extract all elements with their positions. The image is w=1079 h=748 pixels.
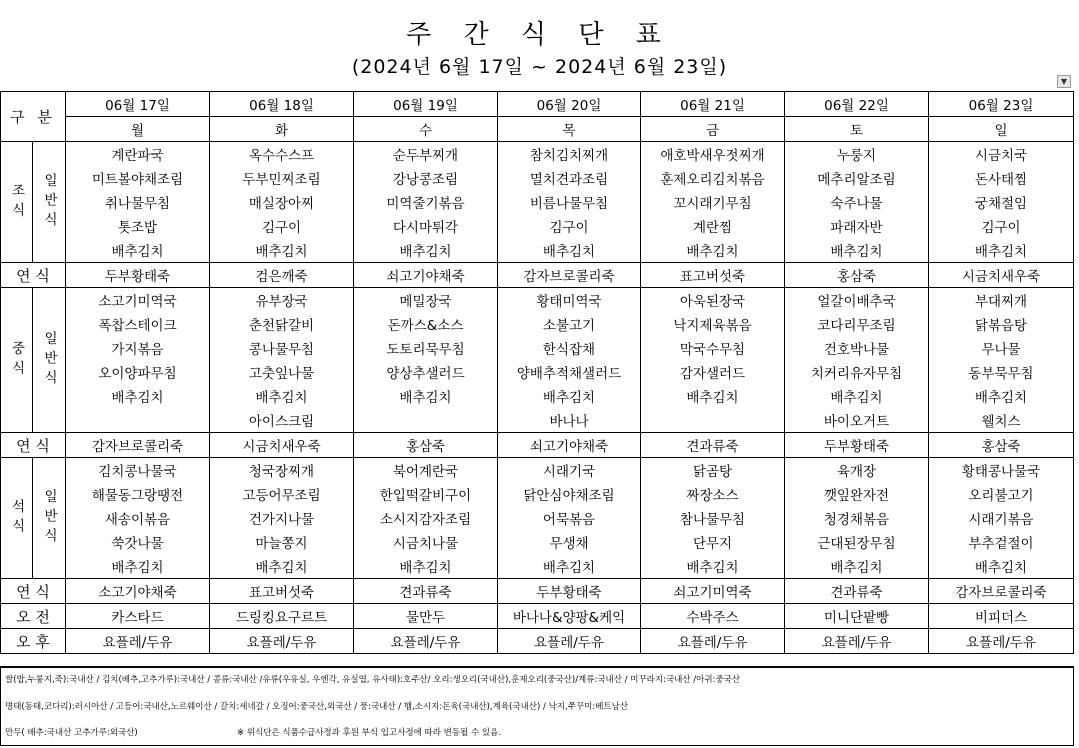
menu-item: 소고기미역국 (66, 288, 210, 313)
menu-item: 가지볶음 (66, 336, 210, 360)
soft-food-item: 표고버섯죽 (210, 579, 354, 604)
menu-item: 코다리무조림 (785, 312, 929, 336)
weekday-header: 화 (210, 117, 354, 142)
menu-item: 고춧잎나물 (210, 360, 354, 384)
menu-item (354, 408, 498, 433)
date-header: 06월 18일 (210, 92, 354, 117)
menu-item: 파래자반 (785, 214, 929, 238)
snack-item: 바나나&양팡&케익 (498, 604, 641, 629)
soft-food-item: 견과류죽 (354, 579, 498, 604)
menu-item: 애호박새우젓찌개 (641, 142, 785, 167)
menu-item: 비름나물무침 (498, 190, 641, 214)
menu-item: 참치김치찌개 (498, 142, 641, 167)
menu-item: 바이오거트 (785, 408, 929, 433)
menu-item: 황태미역국 (498, 288, 641, 313)
menu-item: 배추김치 (354, 238, 498, 263)
soft-food-item: 두부황태죽 (66, 263, 210, 288)
menu-item: 배추김치 (66, 238, 210, 263)
menu-item: 낙지제육볶음 (641, 312, 785, 336)
menu-item: 오리불고기 (929, 482, 1074, 506)
menu-item: 양상추샐러드 (354, 360, 498, 384)
meal-label-breakfast: 조식 (8, 182, 25, 222)
menu-item: 콩나물무침 (210, 336, 354, 360)
menu-item: 폭찹스테이크 (66, 312, 210, 336)
soft-food-item: 표고버섯죽 (641, 263, 785, 288)
menu-item: 옥수수스프 (210, 142, 354, 167)
menu-item: 계란파국 (66, 142, 210, 167)
menu-item: 배추김치 (929, 554, 1074, 579)
weekday-header: 월 (66, 117, 210, 142)
menu-item: 시래기볶음 (929, 506, 1074, 530)
soft-food-item: 견과류죽 (785, 579, 929, 604)
soft-food-item: 감자브로콜리죽 (66, 433, 210, 458)
date-header: 06월 17일 (66, 92, 210, 117)
snack-item: 드링킹요구르트 (210, 604, 354, 629)
meal-label (1, 288, 33, 433)
am_snack-label: 오 전 (1, 604, 66, 629)
menu-item: 다시마튀각 (354, 214, 498, 238)
weekday-header: 토 (785, 117, 929, 142)
menu-item: 무나물 (929, 336, 1074, 360)
menu-item: 건가지나물 (210, 506, 354, 530)
menu-item: 북어계란국 (354, 458, 498, 483)
menu-item: 돈까스&소스 (354, 312, 498, 336)
origin-note-3: 만두( 배추:국내산 고추가루:외국산) (5, 728, 138, 738)
menu-item: 짜장소스 (641, 482, 785, 506)
general-label-breakfast: 일반식 (41, 172, 57, 232)
menu-item: 배추김치 (641, 384, 785, 408)
menu-item: 황태콩나물국 (929, 458, 1074, 483)
menu-item: 참나물무침 (641, 506, 785, 530)
menu-item: 어묵볶음 (498, 506, 641, 530)
soft-food-label: 연 식 (1, 433, 66, 458)
soft-food-item: 쇠고기야채죽 (498, 433, 641, 458)
general-label (33, 142, 66, 263)
soft-food-item: 시금치새우죽 (210, 433, 354, 458)
snack-item: 요플레/두유 (785, 629, 929, 654)
weekday-header: 금 (641, 117, 785, 142)
origin-note-2: 명태(동태,코다리):러시아산 / 고등어:국내산,노르웨이산 / 갈치:세네갈 / 오징어:중국산,외국산 / 풍:국내산 / 햄,소시지:돈육(국내산),계육(국내산) / 낙지,쭈꾸미:베트남산 (5, 702, 629, 712)
menu-item: 막국수무침 (641, 336, 785, 360)
menu-item: 육개장 (785, 458, 929, 483)
weekday-header: 목 (498, 117, 641, 142)
menu-item: 한식잡채 (498, 336, 641, 360)
menu-item: 배추김치 (785, 554, 929, 579)
menu-item: 배추김치 (498, 238, 641, 263)
menu-item: 해물동그랑땡전 (66, 482, 210, 506)
meal-label (1, 458, 33, 579)
menu-item: 배추김치 (66, 554, 210, 579)
date-header: 06월 20일 (498, 92, 641, 117)
menu-item: 바나나 (498, 408, 641, 433)
menu-item: 훈제오리김치볶음 (641, 166, 785, 190)
menu-item: 배추김치 (354, 554, 498, 579)
menu-item: 돈사태찜 (929, 166, 1074, 190)
menu-item: 부대찌개 (929, 288, 1074, 313)
menu-item: 꼬시래기무침 (641, 190, 785, 214)
snack-item: 요플레/두유 (498, 629, 641, 654)
soft-food-item: 감자브로콜리죽 (929, 579, 1074, 604)
menu-item: 닭볶음탕 (929, 312, 1074, 336)
menu-item: 배추김치 (210, 238, 354, 263)
menu-item: 닭곰탕 (641, 458, 785, 483)
menu-item: 매실장아찌 (210, 190, 354, 214)
date-header: 06월 22일 (785, 92, 929, 117)
general-label-lunch: 일반식 (41, 330, 57, 390)
menu-item: 양배추적채샐러드 (498, 360, 641, 384)
menu-item: 아이스크림 (210, 408, 354, 433)
snack-item: 비피더스 (929, 604, 1074, 629)
soft-food-item: 검은깨죽 (210, 263, 354, 288)
soft-food-label: 연 식 (1, 579, 66, 604)
soft-food-item: 감자브로콜리죽 (498, 263, 641, 288)
menu-item: 김구이 (929, 214, 1074, 238)
weekday-header: 수 (354, 117, 498, 142)
soft-food-item: 홍삼죽 (354, 433, 498, 458)
menu-item: 배추김치 (498, 554, 641, 579)
menu-item (641, 408, 785, 433)
menu-item: 춘천닭갈비 (210, 312, 354, 336)
menu-item: 톳조밥 (66, 214, 210, 238)
soft-food-item: 홍삼죽 (785, 263, 929, 288)
menu-item: 궁채절임 (929, 190, 1074, 214)
menu-item: 웰치스 (929, 408, 1074, 433)
menu-item: 배추김치 (785, 384, 929, 408)
menu-item: 시래기국 (498, 458, 641, 483)
pm_snack-label: 오 후 (1, 629, 66, 654)
soft-food-item: 쇠고기미역죽 (641, 579, 785, 604)
soft-food-item: 소고기야채죽 (66, 579, 210, 604)
menu-item: 오이양파무침 (66, 360, 210, 384)
menu-item: 깻잎완자전 (785, 482, 929, 506)
general-label (33, 458, 66, 579)
menu-item: 단무지 (641, 530, 785, 554)
menu-item: 배추김치 (210, 384, 354, 408)
menu-item: 메밀장국 (354, 288, 498, 313)
menu-item: 김구이 (210, 214, 354, 238)
menu-item: 배추김치 (641, 238, 785, 263)
general-label (33, 288, 66, 433)
menu-item: 청경채볶음 (785, 506, 929, 530)
menu-item: 배추김치 (210, 554, 354, 579)
chevron-down-icon[interactable]: ▼ (1057, 75, 1071, 88)
menu-item: 배추김치 (354, 384, 498, 408)
soft-food-item: 두부황태죽 (785, 433, 929, 458)
menu-item: 소불고기 (498, 312, 641, 336)
menu-item: 배추김치 (498, 384, 641, 408)
page-title: 주 간 식 단 표 (406, 20, 673, 50)
menu-item: 건호박나물 (785, 336, 929, 360)
menu-item: 한입떡갈비구이 (354, 482, 498, 506)
snack-item: 물만두 (354, 604, 498, 629)
menu-item: 감자샐러드 (641, 360, 785, 384)
gubun-header: 구 분 (1, 92, 66, 142)
menu-item: 배추김치 (929, 238, 1074, 263)
menu-item: 순두부찌개 (354, 142, 498, 167)
soft-food-label: 연 식 (1, 263, 66, 288)
soft-food-item: 쇠고기야채죽 (354, 263, 498, 288)
menu-item: 배추김치 (785, 238, 929, 263)
menu-item: 무생채 (498, 530, 641, 554)
menu-item: 시금치국 (929, 142, 1074, 167)
menu-item: 아욱된장국 (641, 288, 785, 313)
snack-item: 수박주스 (641, 604, 785, 629)
period-subtitle: (2024년 6월 17일 ~ 2024년 6월 23일) (351, 56, 728, 78)
menu-item: 김구이 (498, 214, 641, 238)
menu-item: 배추김치 (929, 384, 1074, 408)
meal-label (1, 142, 33, 263)
snack-item: 요플레/두유 (210, 629, 354, 654)
menu-item: 두부민찌조림 (210, 166, 354, 190)
menu-item: 강낭콩조림 (354, 166, 498, 190)
menu-item: 얼갈이배추국 (785, 288, 929, 313)
snack-item: 요플레/두유 (641, 629, 785, 654)
soft-food-item: 홍삼죽 (929, 433, 1074, 458)
menu-item: 마늘쫑지 (210, 530, 354, 554)
menu-item: 쑥갓나물 (66, 530, 210, 554)
meal-label-lunch: 중식 (8, 340, 25, 380)
menu-item: 청국장찌개 (210, 458, 354, 483)
snack-item: 카스타드 (66, 604, 210, 629)
soft-food-item: 두부황태죽 (498, 579, 641, 604)
menu-item: 유부장국 (210, 288, 354, 313)
menu-item: 메추리알조림 (785, 166, 929, 190)
origin-note-4: ※ 위식단은 식품수급사정과 후원 부식 입고사정에 따라 변동될 수 있음. (237, 728, 502, 738)
weekly-menu-table (0, 91, 1074, 654)
menu-item: 취나물무침 (66, 190, 210, 214)
menu-item: 근대된장무침 (785, 530, 929, 554)
menu-item: 동부묵무침 (929, 360, 1074, 384)
menu-item: 소시지감자조림 (354, 506, 498, 530)
menu-item: 배추김치 (641, 554, 785, 579)
date-header: 06월 23일 (929, 92, 1074, 117)
menu-item (66, 408, 210, 433)
general-label-dinner: 일반식 (41, 488, 57, 548)
menu-item: 누룽지 (785, 142, 929, 167)
menu-item: 숙주나물 (785, 190, 929, 214)
origin-note-1: 쌀(밥,누룽지,죽):국내산 / 김치(배추,고추가루):국내산 / 콩류:국내산 /유류(우유실, 우엔각, 유실엽, 유사태):호주산/ 오리:생오리(국내산),훈제오리(중국산)/계류:국내산 / 미꾸라지:국내산 /아귀:중국산 (5, 675, 741, 685)
menu-item: 미트볼야채조림 (66, 166, 210, 190)
menu-item: 고등어무조림 (210, 482, 354, 506)
menu-item: 부추겉절이 (929, 530, 1074, 554)
menu-item: 미역줄기볶음 (354, 190, 498, 214)
menu-item: 계란찜 (641, 214, 785, 238)
menu-item: 시금치나물 (354, 530, 498, 554)
menu-item: 배추김치 (66, 384, 210, 408)
snack-item: 요플레/두유 (354, 629, 498, 654)
menu-item: 닭안심야채조림 (498, 482, 641, 506)
menu-item: 김치콩나물국 (66, 458, 210, 483)
menu-item: 멸치견과조림 (498, 166, 641, 190)
menu-item: 치커리유자무침 (785, 360, 929, 384)
origin-notes (0, 666, 1074, 746)
soft-food-item: 시금치새우죽 (929, 263, 1074, 288)
weekday-header: 일 (929, 117, 1074, 142)
meal-label-dinner: 석식 (8, 498, 25, 538)
snack-item: 요플레/두유 (929, 629, 1074, 654)
snack-item: 요플레/두유 (66, 629, 210, 654)
date-header: 06월 19일 (354, 92, 498, 117)
menu-item: 새송이볶음 (66, 506, 210, 530)
menu-item: 도토리묵무침 (354, 336, 498, 360)
soft-food-item: 견과류죽 (641, 433, 785, 458)
snack-item: 미니단팥빵 (785, 604, 929, 629)
date-header: 06월 21일 (641, 92, 785, 117)
